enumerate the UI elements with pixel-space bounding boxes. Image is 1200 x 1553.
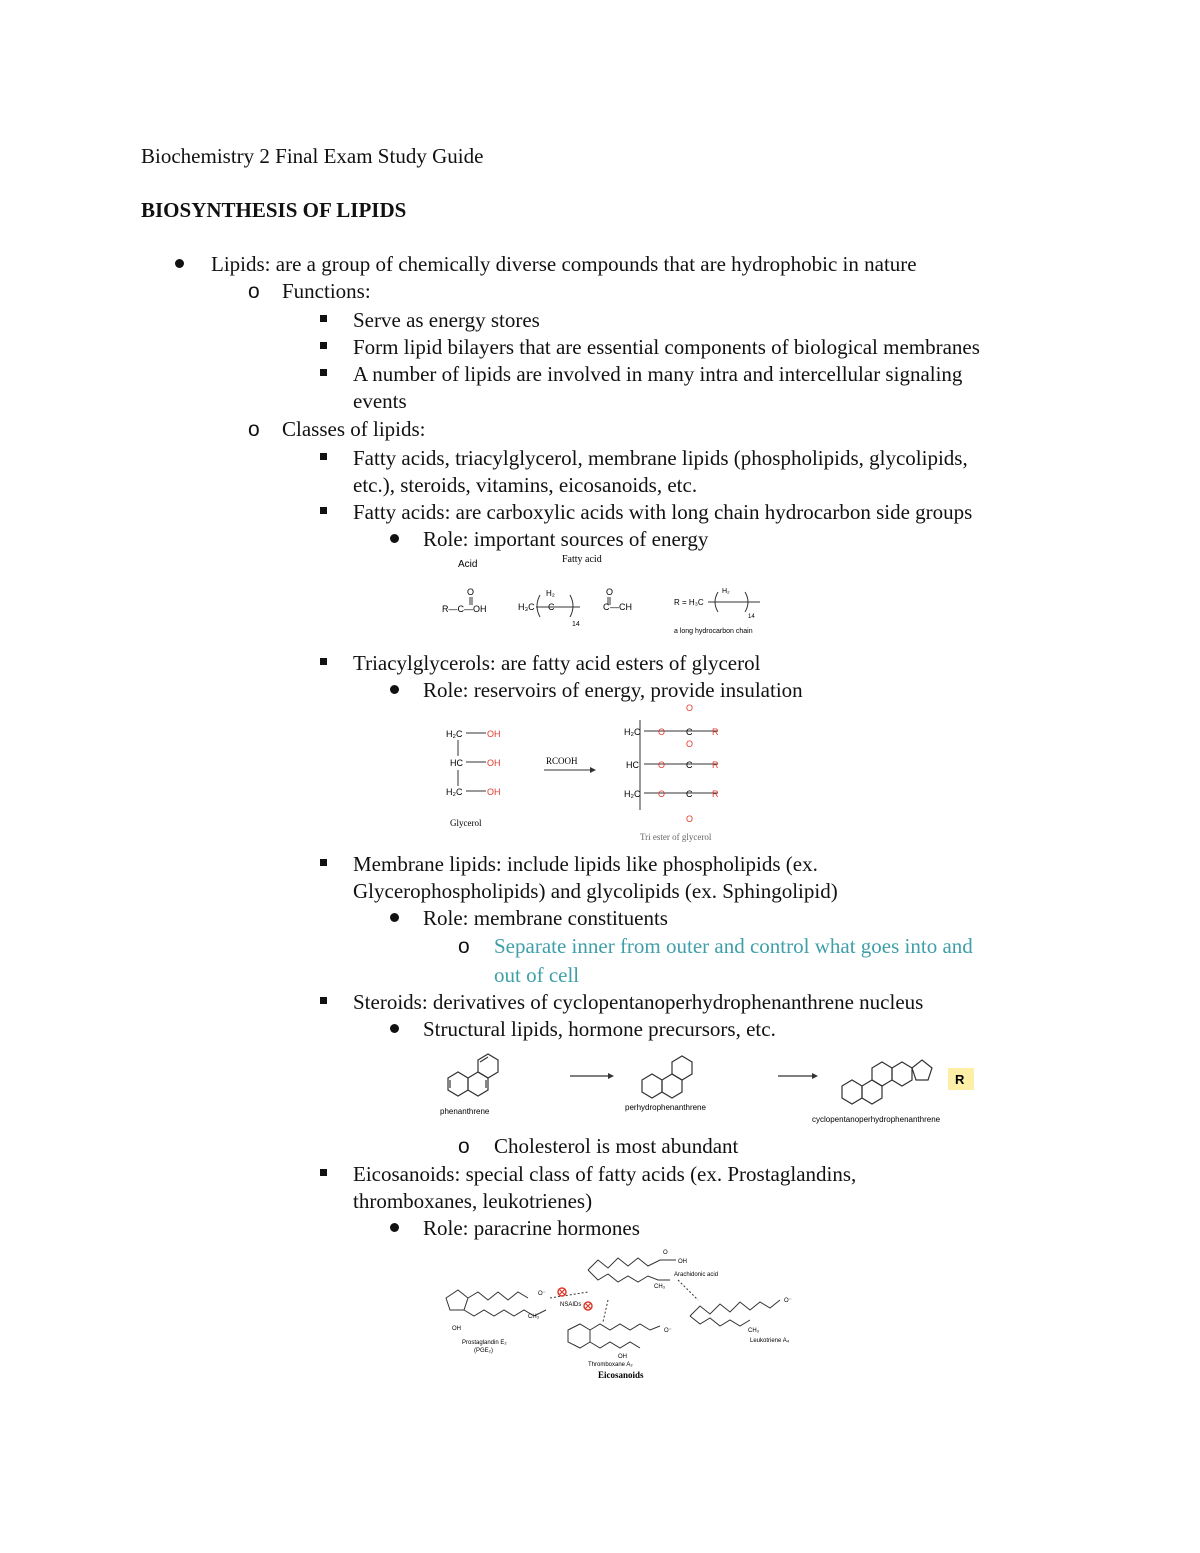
h2c-label: H₂C xyxy=(624,789,641,799)
bullet-square xyxy=(320,342,327,349)
acid-label: Acid xyxy=(458,559,478,570)
conversion-line xyxy=(550,1292,588,1298)
bullet-o: o xyxy=(458,935,470,958)
triacylglycerol-figure xyxy=(440,700,740,845)
carbonyl-o: O xyxy=(686,814,694,824)
ester-o: O xyxy=(658,727,666,737)
ester-c: C xyxy=(686,760,693,770)
subscript-14: 14 xyxy=(572,621,580,628)
lipids-definition: Lipids: are a group of chemically diverse compounds that are hydrophobic in nature xyxy=(211,252,917,276)
thromboxane-label: Thromboxane A₂ xyxy=(588,1362,633,1368)
arrow-head xyxy=(812,1073,818,1079)
ring xyxy=(892,1062,912,1086)
arachidonic-label: Arachidonic acid xyxy=(674,1272,719,1278)
section-heading: BIOSYNTHESIS OF LIPIDS xyxy=(141,198,407,222)
steroids-sub: Structural lipids, hormone precursors, etc. xyxy=(423,1017,776,1041)
bullet-dot xyxy=(390,913,399,922)
h2-label: H₂ xyxy=(722,588,730,595)
bullet-dot xyxy=(390,1223,399,1232)
carboxylate-label: O⁻ xyxy=(538,1291,546,1297)
thromboxane-chain xyxy=(590,1342,640,1348)
ring xyxy=(642,1074,662,1098)
classes-label: Classes of lipids: xyxy=(282,417,426,441)
perhydrophenanthrene-label: perhydrophenanthrene xyxy=(625,1103,706,1112)
membrane-lipids-line2: Glycerophospholipids) and glycolipids (ex. Sphingolipid) xyxy=(353,879,838,903)
eicosanoids-role: Role: paracrine hormones xyxy=(423,1216,640,1240)
eicosanoid-figure xyxy=(438,1240,818,1385)
arachidonic-chain xyxy=(588,1270,670,1282)
eicosanoids-line2: thromboxanes, leukotrienes) xyxy=(353,1189,593,1213)
subscript-14: 14 xyxy=(748,614,755,620)
ring xyxy=(672,1056,692,1080)
carbonyl-o: O xyxy=(663,1250,668,1256)
membrane-lipids-role: Role: membrane constituents xyxy=(423,906,668,930)
triacylglycerols-text: Triacylglycerols: are fatty acid esters of glycerol xyxy=(353,651,761,675)
thromboxane-chain xyxy=(590,1324,660,1330)
hc-label: HC xyxy=(450,758,463,768)
methyl-label: CH₃ xyxy=(654,1284,666,1290)
prostaglandin-chain xyxy=(468,1292,528,1300)
membrane-note-line1: Separate inner from outer and control what goes into and xyxy=(494,934,973,958)
carbonyl-o: O xyxy=(686,739,694,749)
hc-label: HC xyxy=(626,760,639,770)
steroids-note: Cholesterol is most abundant xyxy=(494,1134,739,1158)
bullet-square xyxy=(320,369,327,376)
hydroxyl-label: OH xyxy=(618,1354,627,1360)
bullet-square xyxy=(320,315,327,322)
classes-list-line1: Fatty acids, triacylglycerol, membrane lipids (phospholipids, glycolipids, xyxy=(353,446,968,470)
leukotriene-chain xyxy=(690,1316,750,1326)
bullet-o: o xyxy=(248,418,260,441)
cyclopentanoperhydrophenanthrene-label: cyclopentanoperhydrophenanthrene xyxy=(812,1115,941,1124)
bullet-dot xyxy=(390,1024,399,1033)
triacylglycerols-role: Role: reservoirs of energy, provide insulation xyxy=(423,678,803,702)
fatty-acid-figure xyxy=(430,550,790,640)
nsaids-label: NSAIDs xyxy=(560,1302,582,1308)
hydroxyl-label: OH xyxy=(452,1326,461,1332)
hydroxyl-label: OH xyxy=(487,729,501,739)
arrow-head xyxy=(590,767,596,773)
r-group-label: R xyxy=(955,1072,965,1087)
hydroxyl-label: OH xyxy=(487,787,501,797)
hydroxyl-label: OH xyxy=(678,1259,687,1265)
arachidonic-chain xyxy=(588,1258,670,1270)
steroid-figure xyxy=(430,1040,990,1130)
acid-formula: R—C—OH xyxy=(442,604,487,614)
bullet-o: o xyxy=(248,280,260,303)
bullet-square xyxy=(320,997,327,1004)
leukotriene-chain xyxy=(690,1300,780,1316)
bracket-right xyxy=(570,595,573,617)
r-group: R xyxy=(712,760,719,770)
chain-label: a long hydrocarbon chain xyxy=(674,628,753,635)
ester-c: C xyxy=(686,727,693,737)
carbonyl-o: O xyxy=(686,703,694,713)
h2-label: H₂ xyxy=(546,589,555,598)
eicosanoids-line1: Eicosanoids: special class of fatty acids (ex. Prostaglandins, xyxy=(353,1162,857,1186)
bullet-square xyxy=(320,507,327,514)
hydroxyl-label: OH xyxy=(487,758,501,768)
phenanthrene-label: phenanthrene xyxy=(440,1107,490,1116)
bullet-dot xyxy=(390,685,399,694)
function-item: Serve as energy stores xyxy=(353,308,540,332)
glycerol-label: Glycerol xyxy=(450,818,482,828)
h2c-label: H₂C xyxy=(446,787,463,797)
h3c-label: H₃C xyxy=(518,602,535,612)
prostaglandin-chain xyxy=(464,1310,534,1316)
r-equals: R = H₃C xyxy=(674,598,704,607)
ester-o: O xyxy=(658,760,666,770)
ring xyxy=(842,1080,862,1104)
membrane-lipids-line1: Membrane lipids: include lipids like phospholipids (ex. xyxy=(353,852,818,876)
bullet-square xyxy=(320,859,327,866)
steroids-text: Steroids: derivatives of cyclopentanoperhydrophenanthrene nucleus xyxy=(353,990,924,1014)
ester-o: O xyxy=(658,789,666,799)
prostaglandin-abbr: (PGE₂) xyxy=(474,1348,493,1354)
classes-list-line2: etc.), steroids, vitamins, eicosanoids, etc. xyxy=(353,473,698,497)
prostaglandin-label: Prostaglandin E₂ xyxy=(462,1340,507,1346)
thromboxane-ring xyxy=(568,1324,590,1348)
document-title: Biochemistry 2 Final Exam Study Guide xyxy=(141,144,484,168)
ring xyxy=(872,1062,892,1086)
eicosanoids-caption: Eicosanoids xyxy=(598,1370,644,1380)
cyclopentane-ring xyxy=(446,1290,468,1310)
carbonyl-o: O xyxy=(606,587,614,597)
fatty-acid-label: Fatty acid xyxy=(562,554,602,565)
ring xyxy=(912,1060,932,1080)
conversion-line xyxy=(678,1280,698,1300)
bullet-dot xyxy=(390,534,399,543)
reagent-label: RCOOH xyxy=(546,756,578,766)
fatty-acids-role: Role: important sources of energy xyxy=(423,527,709,551)
r-group: R xyxy=(712,727,719,737)
function-item-continued: events xyxy=(353,389,407,413)
conversion-line xyxy=(603,1300,608,1322)
carbon-label: C xyxy=(548,602,555,612)
bullet-square xyxy=(320,658,327,665)
ring xyxy=(448,1072,468,1096)
carbon-label: C xyxy=(603,602,610,612)
function-item: Form lipid bilayers that are essential components of biological membranes xyxy=(353,335,980,359)
ch-label: —CH xyxy=(610,602,632,612)
ester-c: C xyxy=(686,789,693,799)
triester-label: Tri ester of glycerol xyxy=(640,832,712,842)
fatty-acids-text: Fatty acids: are carboxylic acids with long chain hydrocarbon side groups xyxy=(353,500,973,524)
bullet-square xyxy=(320,1169,327,1176)
arrow-head xyxy=(608,1073,614,1079)
bullet-dot xyxy=(175,259,184,268)
r-group: R xyxy=(712,789,719,799)
carboxylate-label: O⁻ xyxy=(784,1298,792,1304)
membrane-note-line2: out of cell xyxy=(494,963,580,987)
bullet-square xyxy=(320,453,327,460)
function-item: A number of lipids are involved in many intra and intercellular signaling xyxy=(353,362,963,386)
functions-label: Functions: xyxy=(282,279,371,303)
bullet-o: o xyxy=(458,1135,470,1158)
carbonyl-o: O xyxy=(467,587,475,597)
bracket-left xyxy=(537,595,540,617)
methyl-label: CH₃ xyxy=(528,1314,540,1320)
methyl-label: CH₃ xyxy=(748,1328,760,1334)
h2c-label: H₂C xyxy=(446,729,463,739)
h2c-label: H₂C xyxy=(624,727,641,737)
carboxylate-label: O⁻ xyxy=(664,1328,672,1334)
leukotriene-label: Leukotriene A₄ xyxy=(750,1338,790,1344)
